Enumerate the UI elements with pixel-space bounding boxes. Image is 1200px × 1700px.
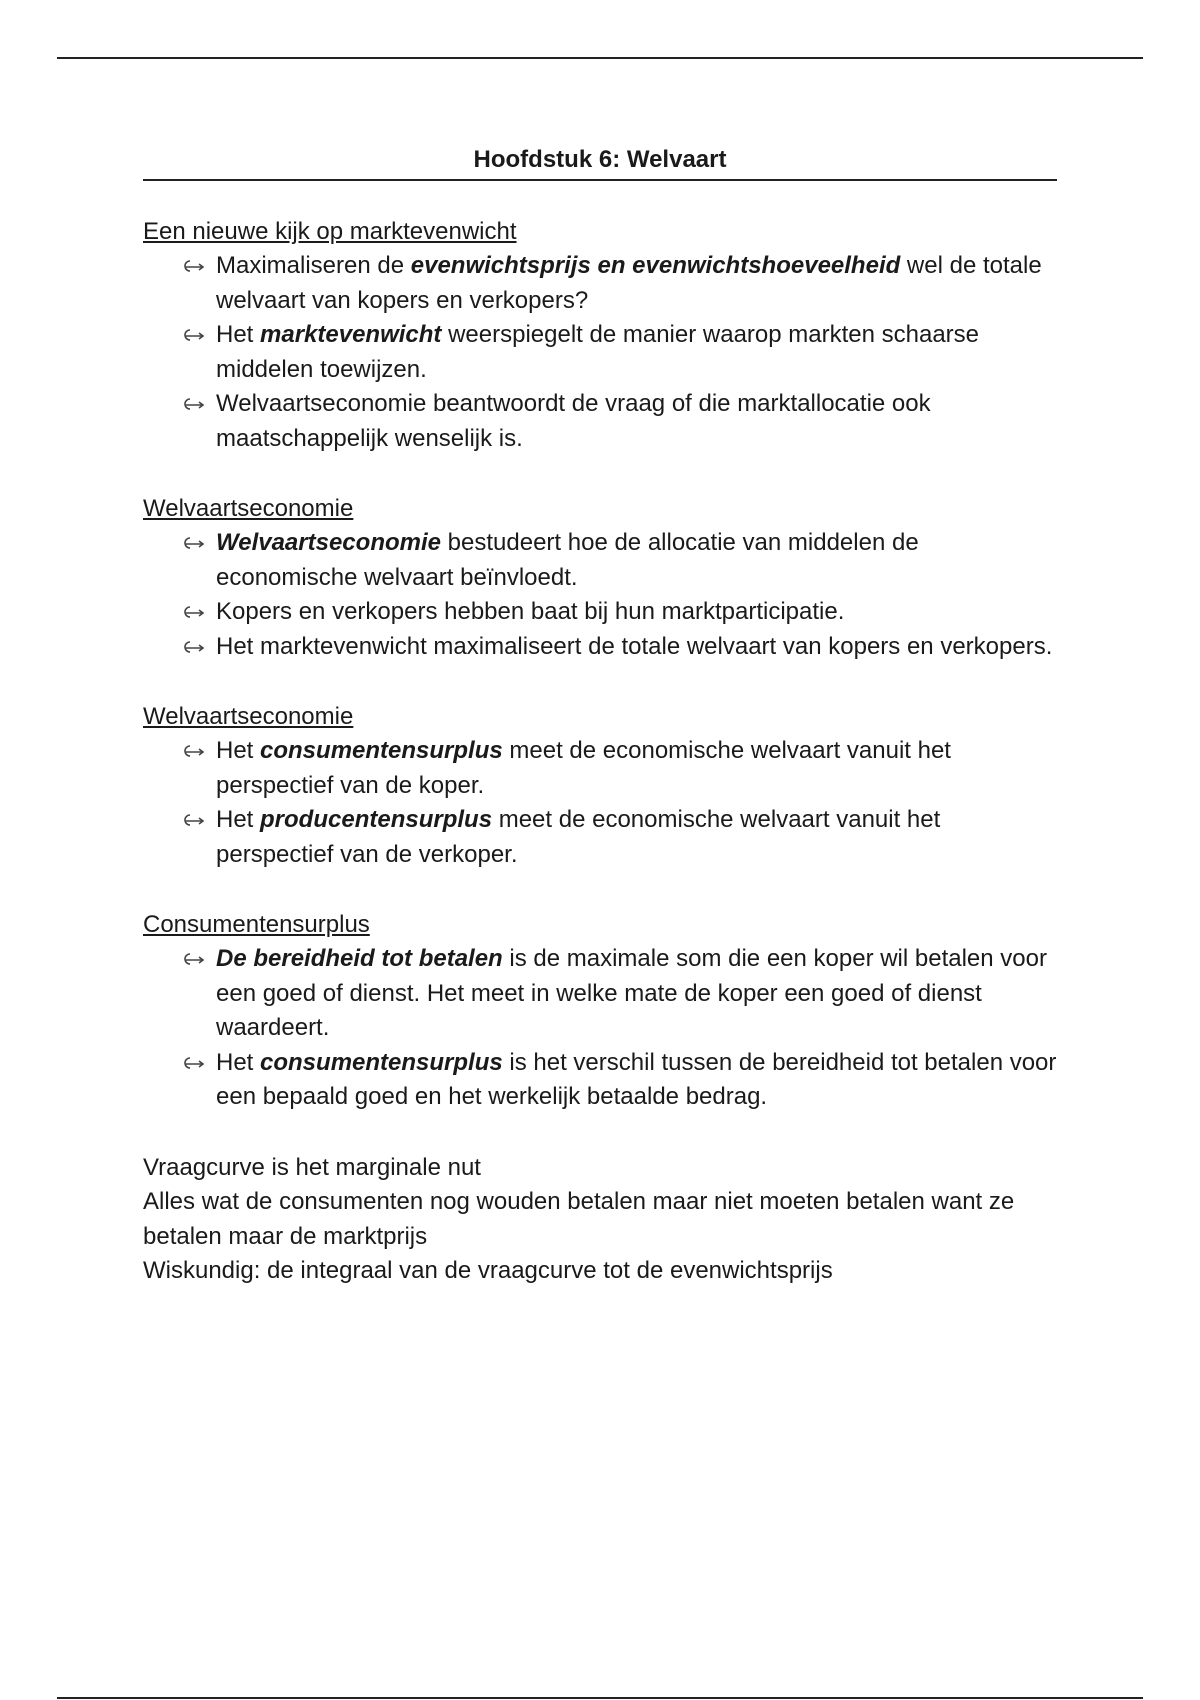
bullet-text: meet de economische welvaart vanuit het perspectief van de verkoper. (216, 806, 941, 868)
bullet-text: wel de totale welvaart van kopers en verkopers? (216, 252, 1042, 314)
bullet-emphasis: evenwichtsprijs en evenwichtshoeveelheid (410, 252, 901, 279)
section (143, 908, 1057, 1115)
list-item (143, 1046, 1057, 1115)
note-line: Wiskundig: de integraal van de vraagcurve tot de evenwichtsprijs (143, 1257, 833, 1284)
section-heading: Consumentensurplus (143, 911, 370, 938)
bullet-text: Kopers en verkopers hebben baat bij hun marktparticipatie. (216, 598, 845, 625)
bullet-list (143, 526, 1057, 664)
list-item (143, 734, 1057, 803)
document-body (143, 143, 1057, 1289)
list-item (143, 387, 1057, 456)
list-item (143, 318, 1057, 387)
bullet-text: Het (216, 1048, 261, 1076)
list-item (143, 630, 1057, 665)
section (143, 215, 1057, 456)
sections-container (143, 215, 1057, 1115)
arrow-bullet-icon (181, 951, 205, 967)
section-heading: Welvaartseconomie (143, 495, 354, 522)
section (143, 492, 1057, 664)
page-bottom-rule (57, 1697, 1143, 1699)
bullet-text: Welvaartseconomie beantwoordt de vraag of die marktallocatie ook maatschappelijk wenselijk is. (216, 390, 931, 452)
arrow-bullet-icon (181, 812, 205, 828)
bullet-emphasis: marktevenwicht (260, 321, 442, 348)
arrow-bullet-icon (181, 604, 205, 620)
note-line: Alles wat de consumenten nog wouden betalen maar niet moeten betalen want ze betalen maar de marktprijs (143, 1188, 1015, 1250)
section (143, 700, 1057, 872)
bullet-text: is het verschil tussen de bereidheid tot betalen voor een bepaald goed en het werkelijk betaalde bedrag. (216, 1048, 1057, 1110)
note-line: Vraagcurve is het marginale nut (143, 1153, 481, 1181)
bullet-text: Maximaliseren de (216, 252, 411, 279)
arrow-bullet-icon (181, 1055, 205, 1071)
section-heading: Een nieuwe kijk op marktevenwicht (143, 218, 517, 245)
bullet-text: bestudeert hoe de allocatie van middelen de economische welvaart beïnvloedt. (216, 529, 919, 591)
bullet-emphasis: De bereidheid tot betalen (216, 945, 503, 972)
list-item (143, 249, 1057, 318)
bullet-list (143, 734, 1057, 872)
section-heading: Welvaartseconomie (143, 703, 354, 730)
bullet-text: is de maximale som die een koper wil betalen voor een goed of dienst. Het meet in welke mate de koper een goed of dienst waardeert. (216, 945, 1047, 1041)
bullet-text: weerspiegelt de manier waarop markten schaarse middelen toewijzen. (216, 321, 980, 383)
arrow-bullet-icon (181, 639, 205, 655)
arrow-bullet-icon (181, 396, 205, 412)
list-item (143, 803, 1057, 872)
list-item (143, 526, 1057, 595)
bullet-text: Het marktevenwicht maximaliseert de totale welvaart van kopers en verkopers. (216, 632, 1053, 660)
bullet-emphasis: producentensurplus (260, 806, 493, 833)
list-item (143, 595, 1057, 630)
bullet-emphasis: Welvaartseconomie (216, 529, 441, 556)
bullet-text: meet de economische welvaart vanuit het perspectief van de koper. (216, 737, 951, 799)
page-title: Hoofdstuk 6: Welvaart (143, 143, 1057, 181)
bullet-list (143, 249, 1057, 456)
bullet-emphasis: consumentensurplus (260, 1048, 503, 1076)
bullet-text: Het (216, 737, 261, 764)
arrow-bullet-icon (181, 327, 205, 343)
page-top-rule (57, 57, 1143, 59)
arrow-bullet-icon (181, 258, 205, 274)
bullet-text: Het (216, 806, 261, 833)
bullet-text: Het (216, 321, 261, 348)
arrow-bullet-icon (181, 743, 205, 759)
arrow-bullet-icon (181, 535, 205, 551)
bullet-emphasis: consumentensurplus (260, 737, 503, 764)
list-item (143, 942, 1057, 1046)
notes-block (143, 1151, 1057, 1289)
bullet-list (143, 942, 1057, 1115)
